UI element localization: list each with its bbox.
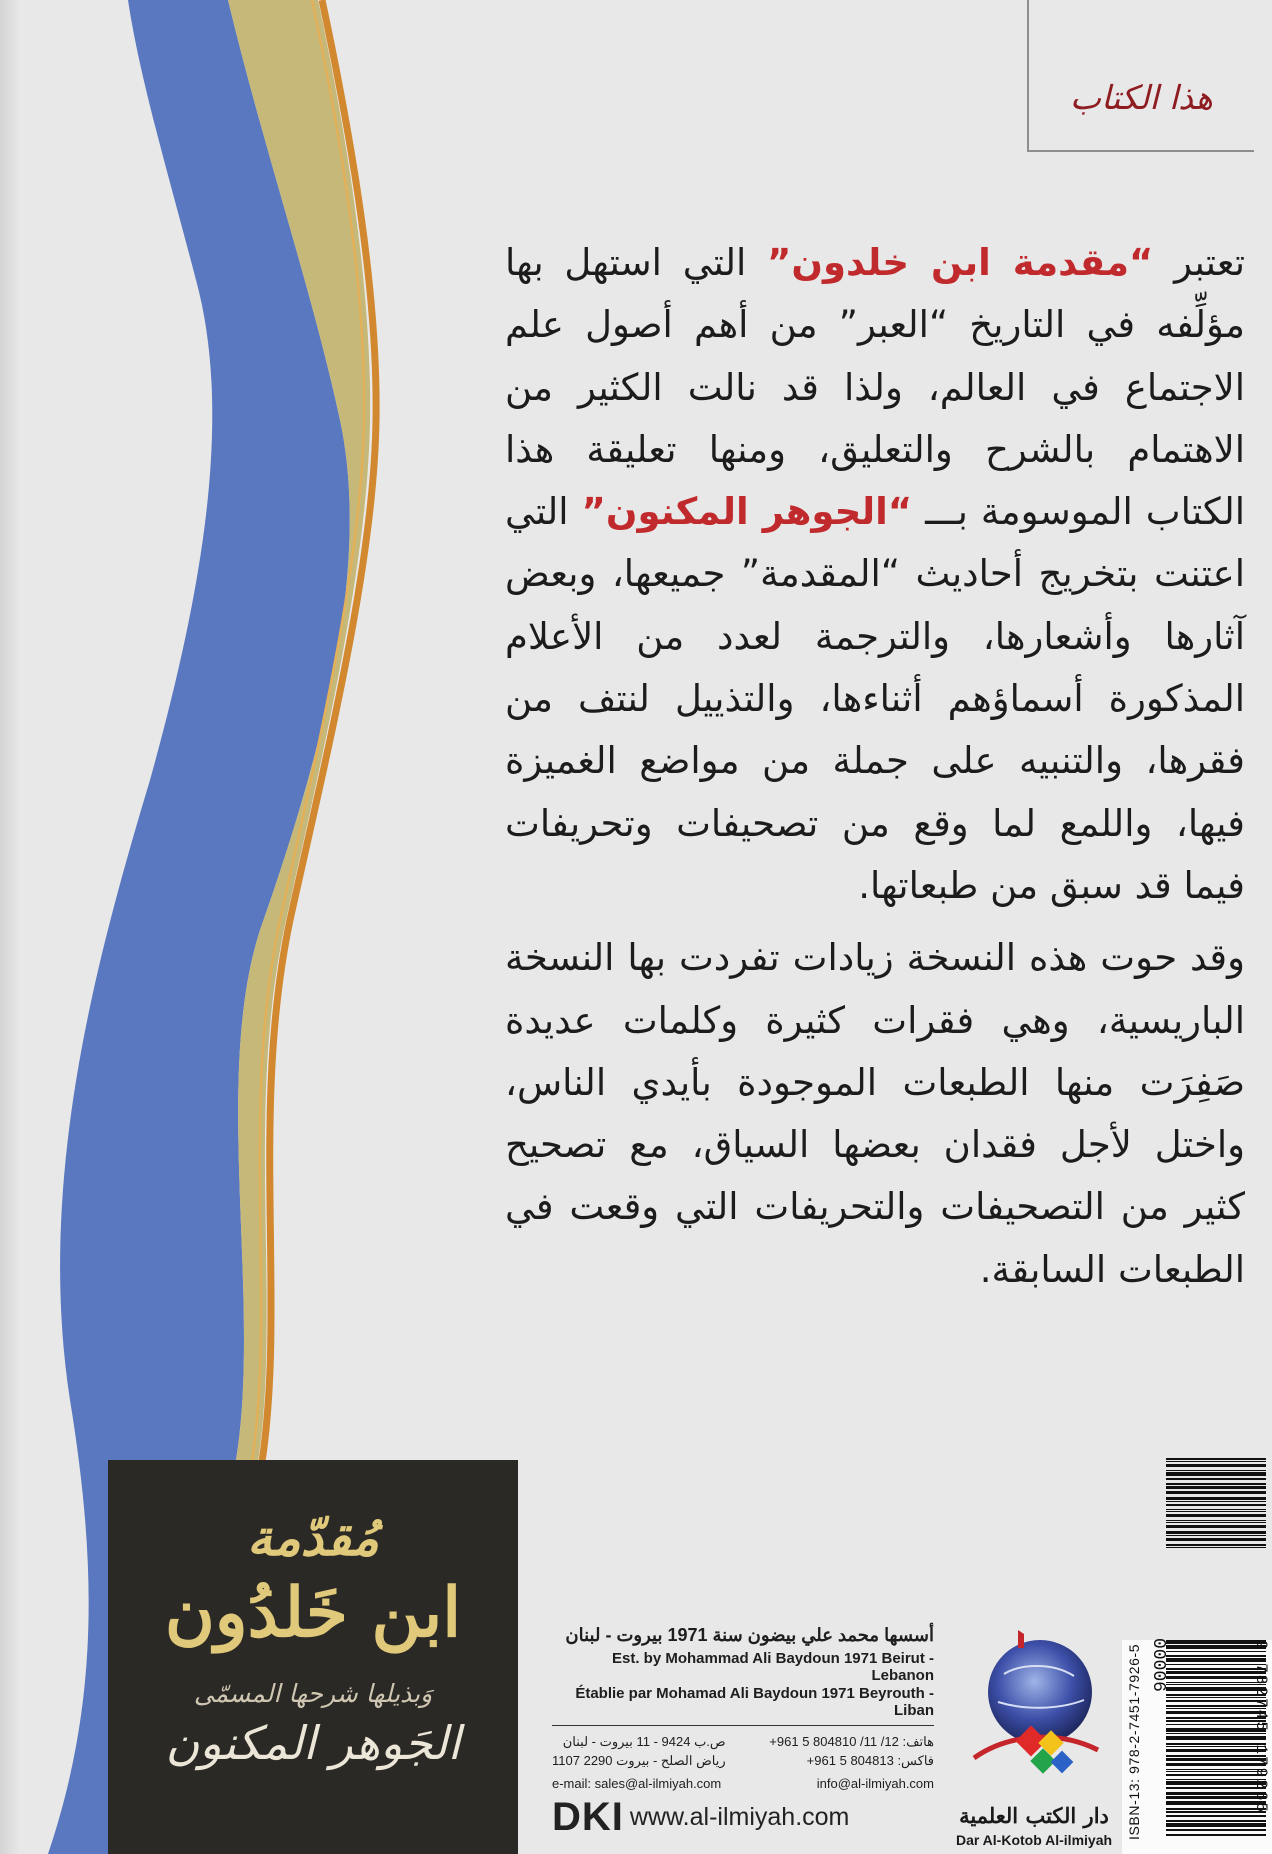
sales-email: e-mail: sales@al-ilmiyah.com	[552, 1776, 722, 1791]
barcode-bar	[1166, 1658, 1266, 1662]
barcode-bar	[1166, 1664, 1266, 1665]
supplement-barcode	[1166, 1458, 1266, 1638]
title-subtitle: وَبذيلها شرحها المسمّى	[193, 1679, 433, 1708]
barcode-bar	[1166, 1697, 1266, 1698]
publisher-logo-icon	[948, 1630, 1120, 1830]
barcode-bar	[1166, 1478, 1266, 1480]
barcode-bar	[1166, 1774, 1266, 1776]
address-column	[552, 1732, 726, 1770]
barcode-bar	[1166, 1684, 1266, 1685]
barcode-bar	[1166, 1520, 1266, 1521]
barcode-bar	[1166, 1501, 1266, 1502]
book-spine-edge	[0, 0, 22, 1854]
barcode-bar	[1166, 1668, 1266, 1670]
barcode-bar	[1166, 1708, 1266, 1709]
telephone: هاتف: 12/ 11/ 804810 5 961+	[769, 1734, 934, 1749]
barcode-bar	[1166, 1823, 1266, 1827]
barcode-bar	[1166, 1514, 1266, 1517]
barcode-bar	[1166, 1779, 1266, 1780]
barcode-bar	[1166, 1829, 1266, 1831]
barcode-bar	[1166, 1736, 1266, 1740]
barcode-bar	[1166, 1820, 1266, 1822]
barcode-bar	[1166, 1781, 1266, 1785]
barcode-bar	[1166, 1694, 1266, 1696]
barcode-bar	[1166, 1717, 1266, 1719]
barcode-bar	[1166, 1743, 1266, 1745]
barcode-bar	[1166, 1671, 1266, 1674]
barcode-bar	[1166, 1483, 1266, 1485]
contact-grid	[552, 1732, 934, 1770]
dki-logo-text: DKI	[552, 1795, 624, 1839]
barcode-bar	[1166, 1720, 1266, 1722]
publisher-name-english: Dar Al-Kotob Al-ilmiyah	[955, 1832, 1113, 1848]
blurb-part-a: التي استهل بها مؤلِّفه في التاريخ “العبر” من أهم أصول علم الاجتماع في العالم، ولذا قد نالت الكثير من الاهتمام بالشرح والتعليق، ومنها تعليقة هذا الكتاب الموسومة بـــ	[505, 241, 1245, 534]
barcode-bar	[1166, 1815, 1266, 1817]
established-english: Est. by Mohammad Ali Baydoun 1971 Beirut - Lebanon	[611, 1650, 934, 1684]
highlight-muqaddima: “مقدمة ابن خلدون”	[767, 241, 1154, 284]
blurb-paragraph-2: وقد حوت هذه النسخة زيادات تفردت بها النسخة الباريسية، وهي فقرات كثيرة وكلمات عديدة صَفِرَت منها الطبعات الموجودة بأيدي الناس، واختل لأجل فقدان بعضها السياق، مع تصحيح كثير من التصحيفات والتحريفات التي وقعت في الطبعات السابقة.	[505, 936, 1245, 1291]
barcode-bar	[1166, 1763, 1266, 1766]
barcode-bar	[1166, 1491, 1266, 1494]
riad-address: رياض الصلح - بيروت 2290 1107	[552, 1753, 726, 1768]
barcode-bar	[1166, 1787, 1266, 1789]
this-book-label-box	[1027, 0, 1254, 152]
title-muqaddima: مُقدّمة	[247, 1508, 379, 1567]
barcode-bar	[1166, 1733, 1266, 1734]
barcode-bar	[1166, 1808, 1266, 1810]
ean-digits: 9 782745 179265	[1252, 1640, 1270, 1815]
barcode-bar	[1166, 1705, 1266, 1707]
barcode-bar	[1166, 1728, 1266, 1732]
barcode-bar	[1166, 1645, 1266, 1649]
barcode-bar	[1166, 1682, 1266, 1683]
divider	[552, 1725, 934, 1726]
isbn-number: ISBN-13: 978-2-7451-7926-5	[1126, 1643, 1142, 1840]
barcode-bar	[1166, 1651, 1266, 1652]
barcode-bar	[1166, 1640, 1266, 1644]
barcode-bar	[1166, 1547, 1266, 1548]
barcode-bar	[1166, 1755, 1266, 1757]
barcode-bar	[1166, 1464, 1266, 1467]
barcode-bar	[1166, 1511, 1266, 1512]
barcode-bar	[1166, 1655, 1266, 1657]
barcode-bar	[1166, 1746, 1266, 1747]
barcode-bar	[1166, 1769, 1266, 1770]
this-book-label: هذا الكتاب	[1070, 77, 1213, 117]
barcode-bar	[1166, 1538, 1266, 1541]
barcode-bar	[1166, 1486, 1266, 1489]
barcode-bar	[1166, 1522, 1266, 1523]
barcode-bar	[1166, 1676, 1266, 1679]
isbn-barcode	[1166, 1640, 1266, 1840]
fax: فاكس: 804813 5 961+	[806, 1753, 934, 1768]
email-row	[552, 1776, 934, 1791]
barcode-bar	[1166, 1509, 1266, 1510]
barcode-bar	[1166, 1749, 1266, 1752]
title-jawhar: الجَوهر المكنون	[165, 1716, 461, 1770]
barcode-bar	[1166, 1758, 1266, 1761]
title-box	[108, 1460, 518, 1854]
website-row	[552, 1795, 934, 1840]
barcode-bar	[1166, 1470, 1266, 1471]
phone-fax-column	[769, 1732, 934, 1770]
website-url: www.al-ilmiyah.com	[629, 1803, 850, 1831]
barcode-bar	[1166, 1458, 1266, 1460]
highlight-jawhar: “الجوهر المكنون”	[581, 490, 913, 534]
barcode-bar	[1166, 1771, 1266, 1772]
barcode-bar	[1166, 1525, 1266, 1528]
barcode-bar	[1166, 1724, 1266, 1725]
barcode-bar	[1166, 1497, 1266, 1500]
po-box: ص.ب 9424 - 11 بيروت - لبنان	[562, 1734, 726, 1749]
blurb-intro: تعتبر	[1153, 241, 1245, 284]
publisher-info	[552, 1625, 934, 1840]
publisher-name-arabic: دار الكتب العلمية	[959, 1803, 1109, 1828]
title-ibn-khaldun: ابن خَلدُون	[164, 1573, 462, 1653]
barcode-bar	[1166, 1801, 1266, 1805]
blurb-part-b: التي اعتنت بتخريج أحاديث “المقدمة” جميعها، وبعض آثارها وأشعارها، والترجمة لعدد من الأعلام المذكورة أسماؤهم أثناءها، والتذييل لنتف من فقرها، والتنبيه على جملة من مواضع الغميزة فيها، واللمع لما وقع من تصحيفات وتحريفات فيما قد سبق من طبعاتها.	[505, 490, 1245, 907]
barcode-bar	[1166, 1687, 1266, 1691]
barcode-bar	[1166, 1504, 1266, 1506]
barcode-bar	[1166, 1461, 1266, 1462]
founded-arabic: أسسها محمد علي بيضون سنة 1971 بيروت - لبنان	[565, 1625, 934, 1645]
barcode-bar	[1166, 1811, 1266, 1813]
barcode-bar	[1166, 1535, 1266, 1536]
barcode-bar	[1166, 1796, 1266, 1799]
barcode-bar	[1166, 1531, 1266, 1534]
info-email: info@al-ilmiyah.com	[816, 1776, 934, 1791]
barcode-bar	[1166, 1472, 1266, 1476]
blurb-paragraph-1	[505, 232, 1245, 917]
barcode-bar	[1166, 1711, 1266, 1714]
blurb-text	[505, 232, 1245, 1301]
barcode-bar	[1166, 1792, 1266, 1795]
barcode-bar	[1166, 1834, 1266, 1836]
price-code: 90000	[1152, 1637, 1172, 1692]
established-french: Établie par Mohamad Ali Baydoun 1971 Beyrouth - Liban	[575, 1685, 934, 1719]
barcode-bar	[1166, 1544, 1266, 1546]
barcode-bar	[1166, 1700, 1266, 1702]
